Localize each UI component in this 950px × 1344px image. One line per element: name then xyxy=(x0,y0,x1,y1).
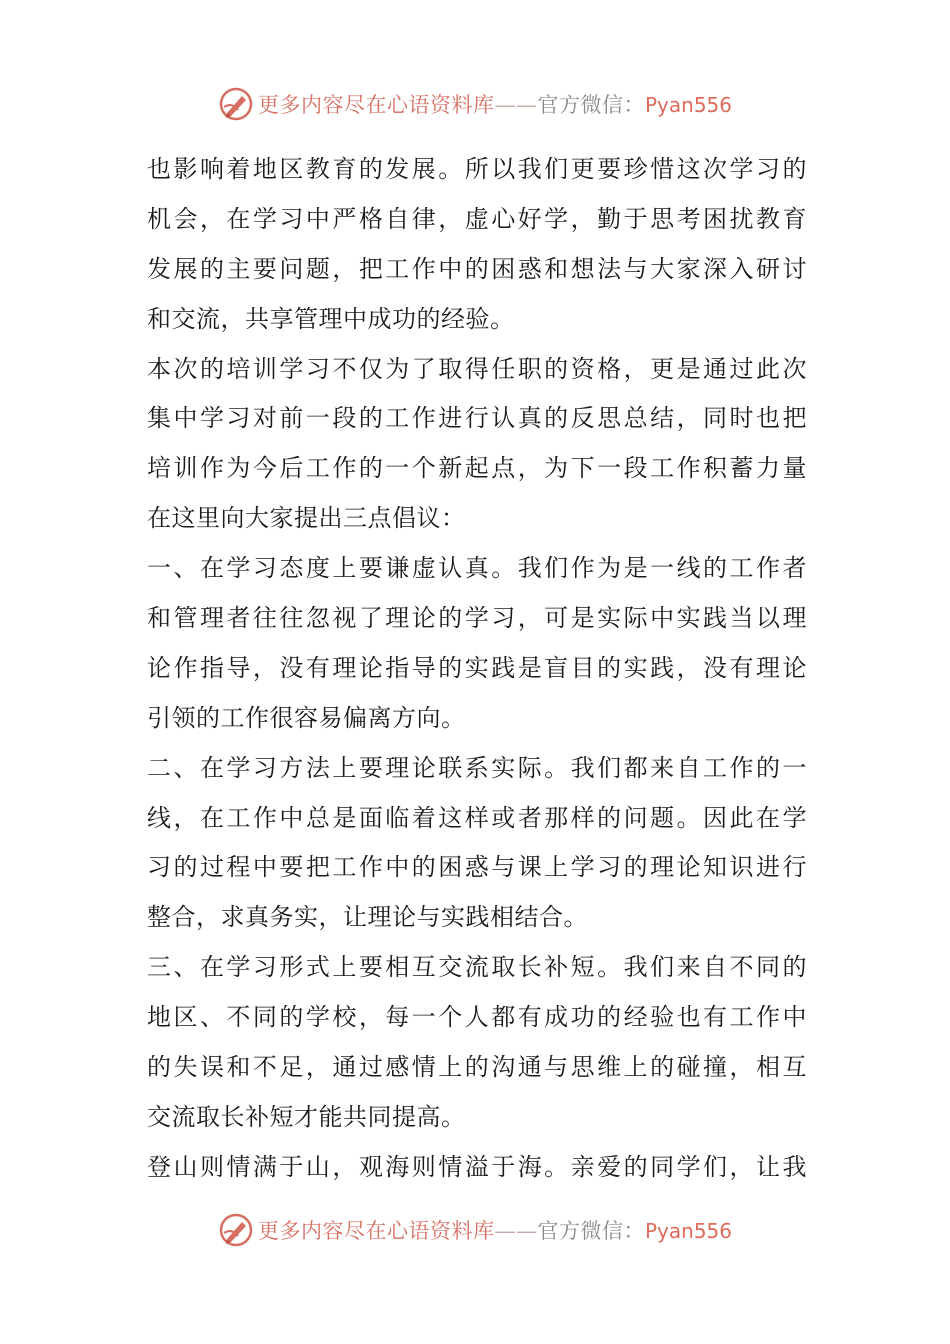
header-wechat-id: Pyan556 xyxy=(644,93,732,117)
body-line: 三、在学习形式上要相互交流取长补短。我们来自不同的 xyxy=(147,953,807,982)
body-line: 引领的工作很容易偏离方向。 xyxy=(147,703,466,732)
pen-logo-icon xyxy=(218,86,254,122)
body-line: 机会，在学习中严格自律，虚心好学，勤于思考困扰教育 xyxy=(147,204,807,233)
body-line: 登山则情满于山，观海则情溢于海。亲爱的同学们，让我 xyxy=(147,1152,807,1181)
header-brand: 更多内容尽在心语资料库 xyxy=(257,93,495,117)
body-line: 培训作为今后工作的一个新起点，为下一段工作积蓄力量 xyxy=(147,454,807,483)
body-line: 集中学习对前一段的工作进行认真的反思总结，同时也把 xyxy=(147,404,807,433)
body-line: 地区、不同的学校，每一个人都有成功的经验也有工作中 xyxy=(147,1003,807,1032)
footer-dash: —— xyxy=(494,1219,538,1243)
body-line: 和管理者往往忽视了理论的学习，可是实际中实践当以理 xyxy=(147,604,807,633)
body-line: 交流取长补短才能共同提高。 xyxy=(147,1102,466,1131)
body-line: 和交流，共享管理中成功的经验。 xyxy=(147,304,515,333)
header-wechat-label: 官方微信： xyxy=(537,93,645,117)
body-line: 本次的培训学习不仅为了取得任职的资格，更是通过此次 xyxy=(147,354,807,383)
footer-wechat-id: Pyan556 xyxy=(644,1219,732,1243)
body-line: 的失误和不足，通过感情上的沟通与思维上的碰撞，相互 xyxy=(147,1053,807,1082)
header-watermark-text xyxy=(258,89,732,119)
body-line: 一、在学习态度上要谦虚认真。我们作为是一线的工作者 xyxy=(147,554,807,583)
pen-logo-icon xyxy=(218,1212,254,1248)
header-watermark-banner xyxy=(0,84,950,124)
footer-brand: 更多内容尽在心语资料库 xyxy=(257,1219,495,1243)
footer-watermark-banner xyxy=(0,1210,950,1250)
body-line: 习的过程中要把工作中的困惑与课上学习的理论知识进行 xyxy=(147,853,807,882)
body-line: 整合，求真务实，让理论与实践相结合。 xyxy=(147,903,588,932)
footer-wechat-label: 官方微信： xyxy=(537,1219,645,1243)
body-line: 发展的主要问题，把工作中的困惑和想法与大家深入研讨 xyxy=(147,254,807,283)
body-line: 也影响着地区教育的发展。所以我们更要珍惜这次学习的 xyxy=(147,155,807,183)
document-body xyxy=(147,145,807,1193)
body-line: 在这里向大家提出三点倡议： xyxy=(147,504,466,533)
header-dash: —— xyxy=(494,93,538,117)
footer-watermark-text xyxy=(258,1215,732,1245)
body-line: 线，在工作中总是面临着这样或者那样的问题。因此在学 xyxy=(147,803,807,832)
body-line: 论作指导，没有理论指导的实践是盲目的实践，没有理论 xyxy=(147,653,807,682)
body-line: 二、在学习方法上要理论联系实际。我们都来自工作的一 xyxy=(147,753,807,782)
